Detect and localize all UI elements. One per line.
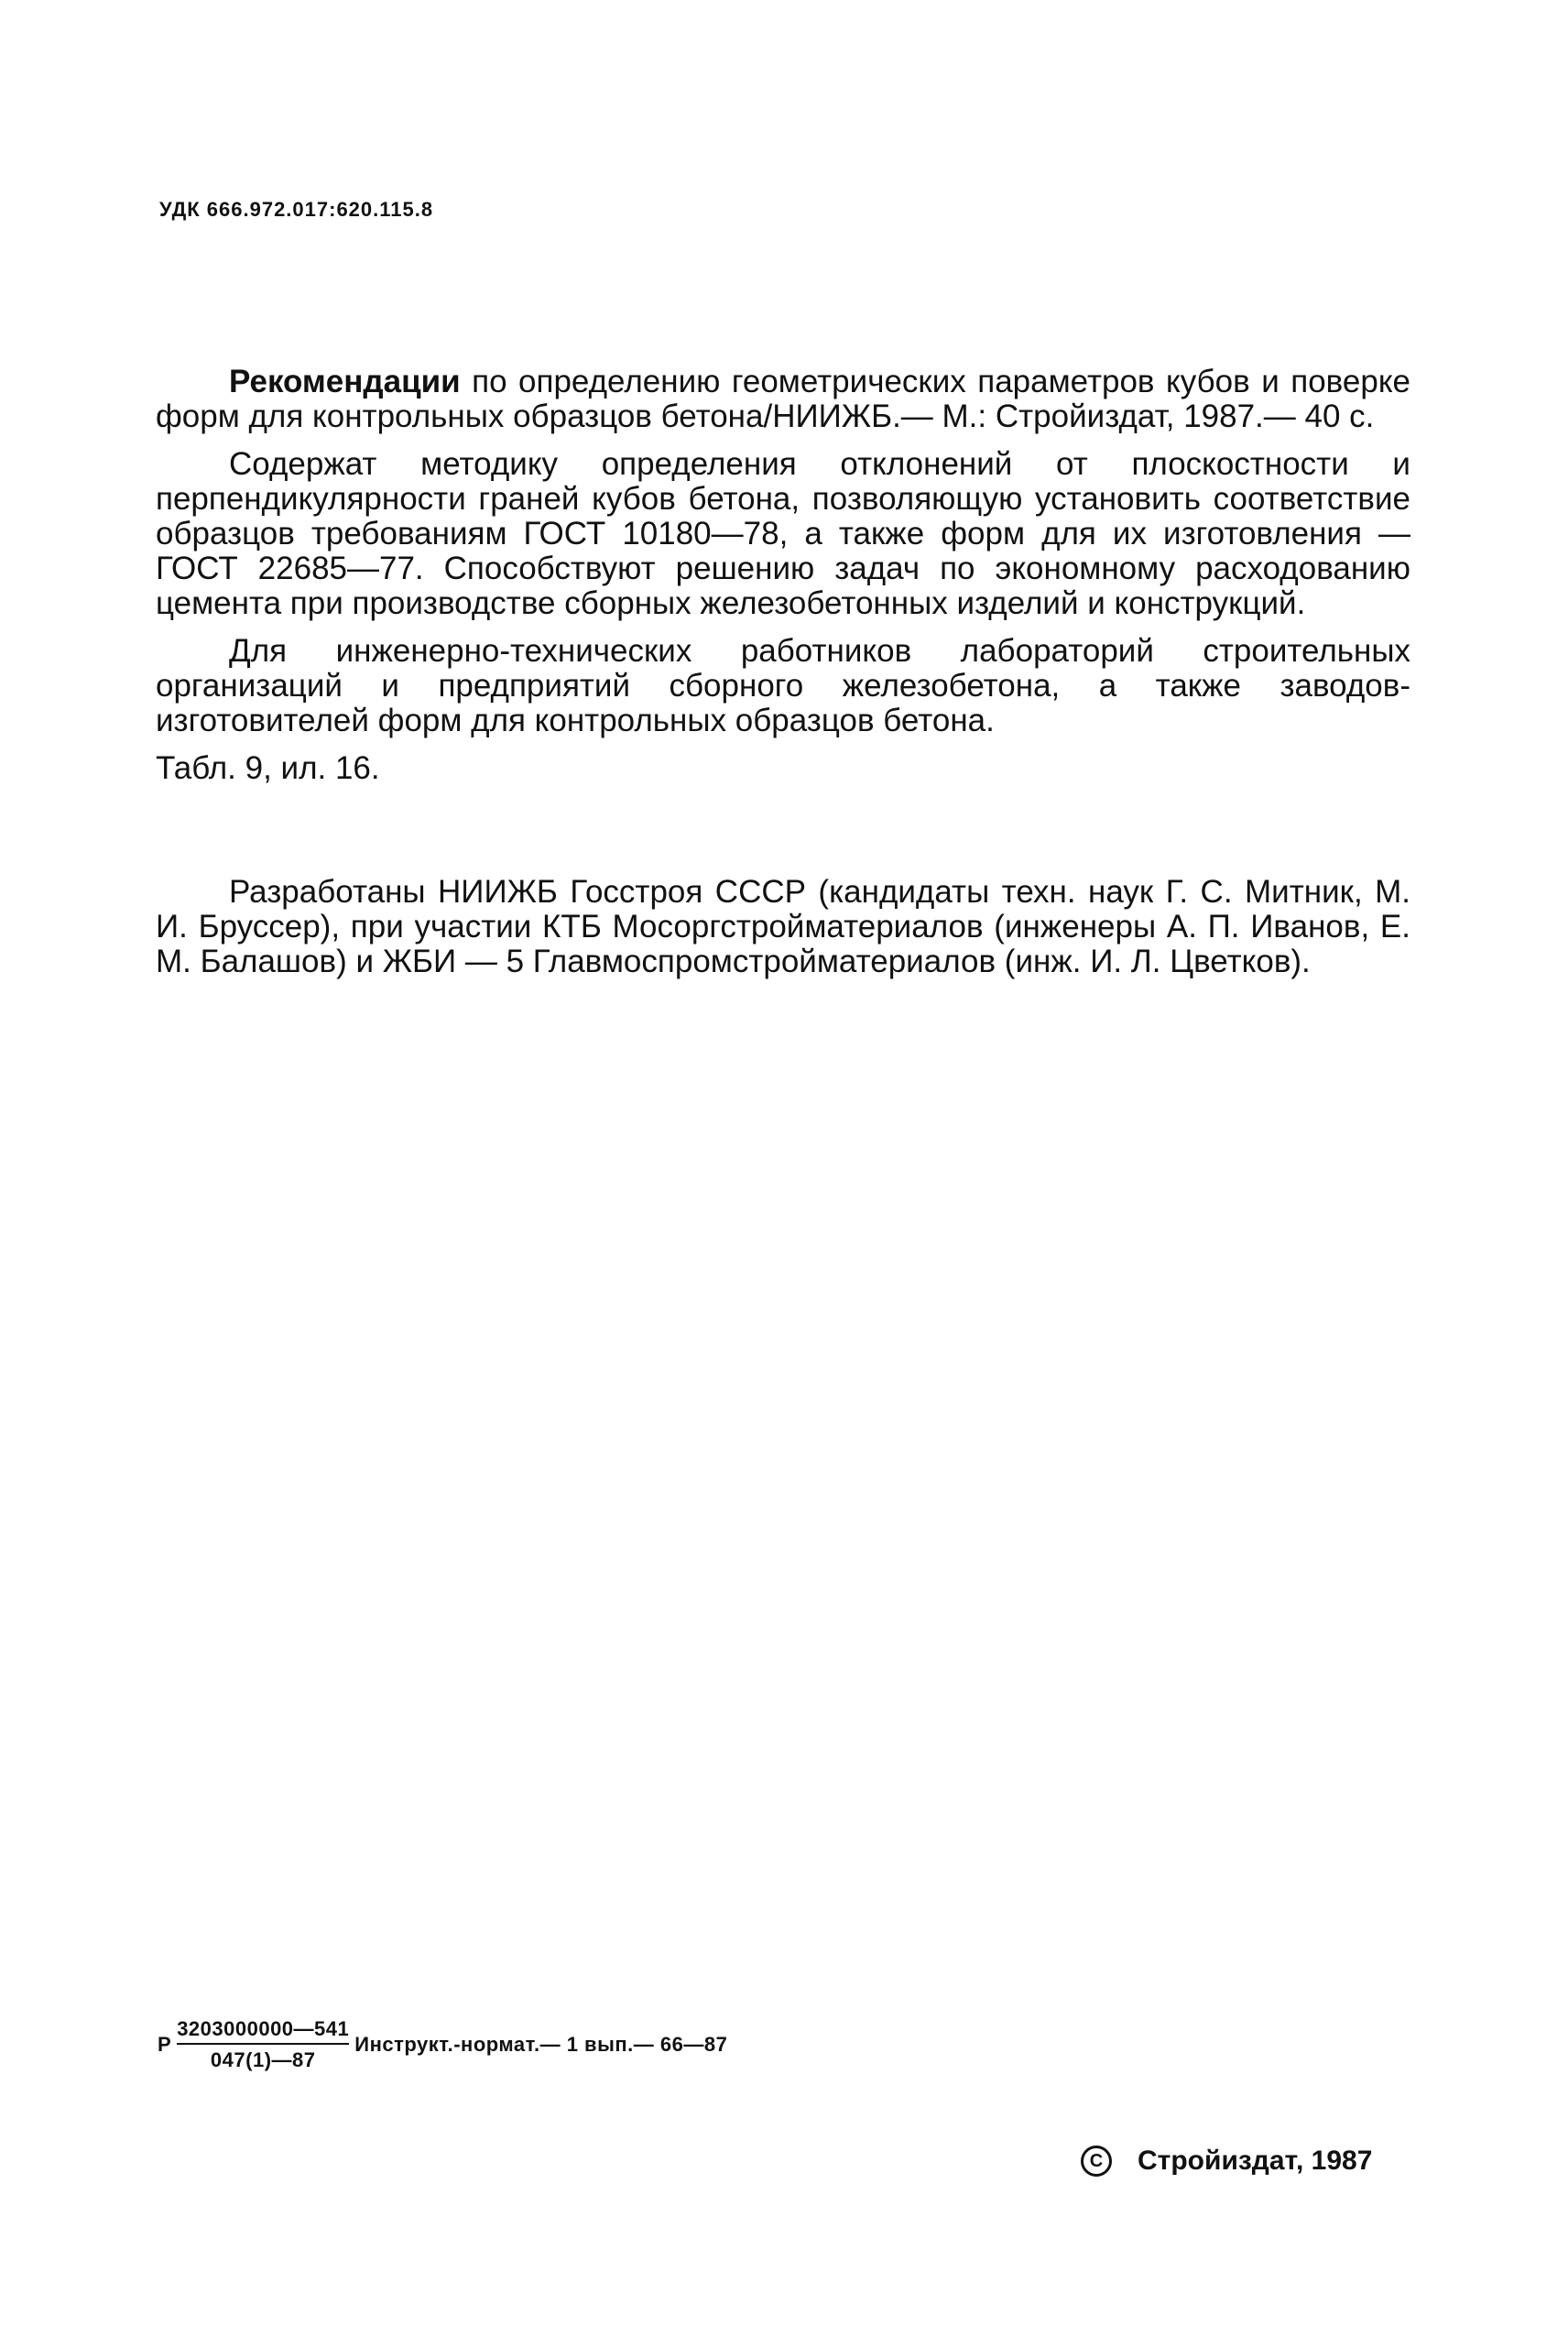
- tables-figures-count: Табл. 9, ил. 16.: [156, 750, 380, 786]
- copyright-icon: C: [1081, 2146, 1112, 2177]
- abstract-paragraph-content: Содержат методику определения отклонений от плоскостности и перпендикулярности граней кубов бетона, позволяющую установить соответствие образцов требованиям ГОСТ 10180—78, а также форм для их изготовления — ГОСТ 22685—77. Способствуют решению задач по экономному расходованию цемента при производстве сборных железобетонных изделий и конструкций.: [156, 446, 1410, 621]
- bibliographic-title: Рекомендации: [229, 364, 461, 399]
- catalog-numerator: 3203000000—541: [177, 2017, 349, 2045]
- copyright: [1081, 2146, 1372, 2177]
- developers-paragraph: Разработаны НИИЖБ Госстроя СССР (кандидаты техн. наук Г. С. Митник, М. И. Бруссер), при участии КТБ Мосоргстройматериалов (инженеры А. П. Иванов, Е. М. Балашов) и ЖБИ — 5 Главмоспромстройматериалов (инж. И. Л. Цветков).: [156, 874, 1410, 979]
- bibliographic-details: по определению геометрических параметров кубов и поверке форм для контрольных образцов бетона/НИИЖБ.— М.: Стройиздат, 1987.— 40 с.: [156, 364, 1410, 434]
- catalog-code: [158, 2017, 727, 2072]
- catalog-fraction: [177, 2017, 349, 2072]
- abstract: [156, 365, 1410, 799]
- catalog-denominator: 047(1)—87: [210, 2048, 316, 2071]
- udk-code: УДК 666.972.017:620.115.8: [159, 198, 434, 221]
- bibliographic-entry: [156, 365, 1410, 434]
- abstract-paragraph-audience: Для инженерно-технических работников лабораторий строительных организаций и предприятий сборного железобетона, а также заводов-изготовителей форм для контрольных образцов бетона.: [156, 633, 1410, 738]
- catalog-prefix: Р: [158, 2033, 172, 2056]
- copyright-text: Стройиздат, 1987: [1138, 2146, 1373, 2176]
- catalog-suffix: Инструкт.-нормат.— 1 вып.— 66—87: [354, 2033, 728, 2056]
